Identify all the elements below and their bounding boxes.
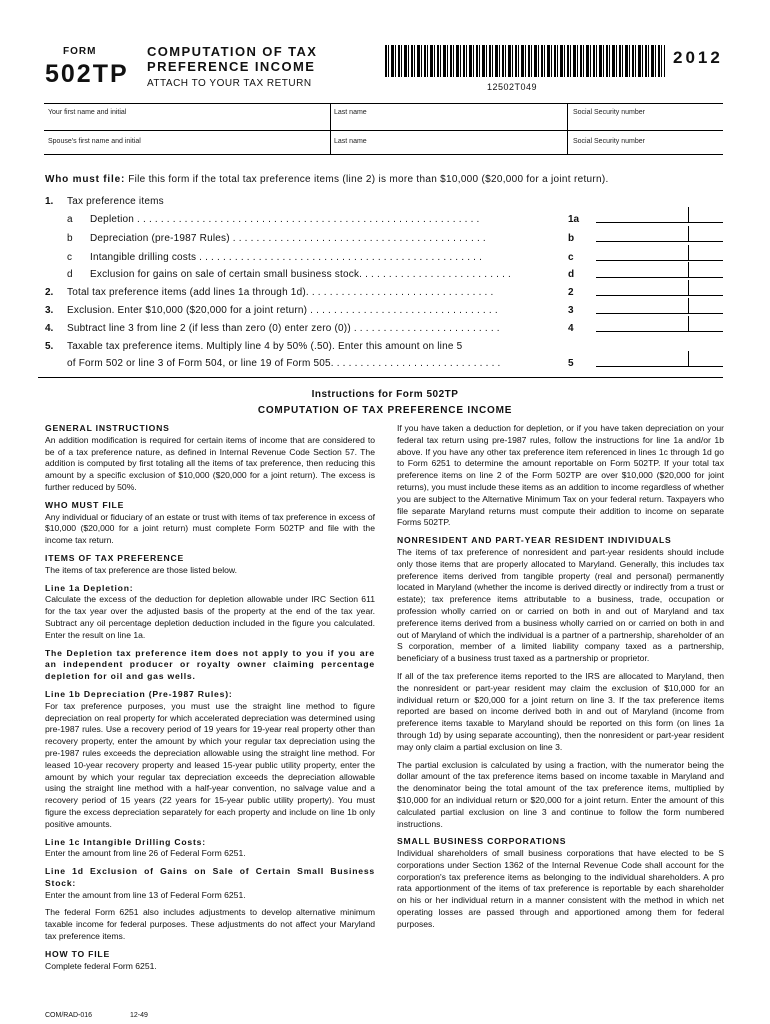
barcode	[385, 45, 665, 77]
small-business-text: Individual shareholders of small business corporations that have elected to be S corporations under Section 1362 of the Internal Revenue Code shall account for the corporation's tax preference items as belonging to the individual shareholders. A pro rata apportionment of the items of tax preference is reportable by each shareholder on his or her individual return in a manner consistent with the method in which net operating losses are passed through and apportioned among them for federal purposes.	[397, 848, 724, 929]
line-3-label: Exclusion. Enter $10,000 ($20,000 for a joint return) . . . . . . . . . . . . . . . . . . . . . . . . . . . . . . . .	[67, 305, 498, 316]
line-1b-heading: Line 1b Depreciation (Pre-1987 Rules):	[45, 688, 233, 699]
line-2-amount-field[interactable]	[596, 286, 723, 296]
nonresident-text-1: The items of tax preference of nonresident and part-year residents should include only those items that are properly allocated to Maryland. Generally, this includes tax preference items derived from tangible property (real and personal) permanently located in Maryland (whether the income is derived directly or indirectly from a trust or estate); tax preference items attributable to a business, trade, occupation or profession wholly carried on or carried on both in and out of Maryland and tax preference items derived from a business wholly carried on or carried on both in and out of Maryland of which the individual is a partner of a partnership, shareholder of an S corporation, member of a limited liability company taxed as a partnership, beneficiary of a business trust taxed as a partnership or proprietor.	[397, 546, 724, 664]
items-text: The items of tax preference are those listed below.	[45, 564, 238, 575]
line-1c-ref: c	[568, 252, 574, 263]
depletion-text: If you have taken a deduction for depletion, or if you have taken depreciation on your federal tax return using pre-1987 rules, follow the instructions for line 1a and/or 1b above. If you have any other tax preference item referenced in lines 1c through 1d go to Form 6251 to determine the amount reportable on Form 502TP. If your total tax preference items on line 2 of the Form 502TP are over $10,000 ($20,000 for joint returns), you must include these items as an addition to income regardless of whether you are subject to the Alternative Minimum Tax on your federal return. Taxpayers who file separate Maryland returns must compute their addition to income on separate Forms 502TP.	[397, 423, 724, 528]
attach-note: ATTACH TO YOUR TAX RETURN	[147, 78, 312, 89]
line-4-number: 4.	[45, 323, 54, 334]
title-line-2: PREFERENCE INCOME	[147, 59, 316, 74]
line-1d-label: Exclusion for gains on sale of certain small business stock. . . . . . . . . . . . . . . . . . . . . . . . . .	[90, 269, 512, 280]
section-divider	[38, 377, 723, 378]
nonresident-heading: NONRESIDENT AND PART-YEAR RESIDENT INDIVIDUALS	[397, 535, 672, 546]
line-1d-heading: Line 1d Exclusion of Gains on Sale of Certain Small Business Stock:	[45, 866, 375, 888]
who-must-file	[45, 174, 609, 185]
line-5-label-cont: of Form 502 or line 3 of Form 504, or line 19 of Form 505. . . . . . . . . . . . . . . . . . . . . . . . . . . . .	[67, 358, 501, 369]
line-1c-amount-field[interactable]	[596, 251, 723, 261]
items-heading: ITEMS OF TAX PREFERENCE	[45, 552, 185, 563]
nonresident-text-3: The partial exclusion is calculated by using a fraction, with the numerator being the dollar amount of the tax preference items based on income taxable in Maryland and the denominator being the total amount of the tax preference items, multiplied by $10,000 for an individual return or $20,000 for a joint return. Enter the amount of this calculated partial exclusion on line 3 and continue to follow the form numbered instructions.	[397, 759, 724, 829]
line-1b-label: Depreciation (pre-1987 Rules) . . . . . . . . . . . . . . . . . . . . . . . . . . . . . . . . . . . . . . . . . . .	[90, 233, 486, 244]
line-1a-ref: 1a	[568, 214, 580, 225]
page-title	[147, 44, 317, 74]
form-number: 502TP	[45, 60, 129, 88]
line-4-amount-field[interactable]	[596, 322, 723, 332]
form-6251-text: The federal Form 6251 also includes adjustments to develop alternative minimum taxable income for federal purposes. These adjustments do not affect your Maryland tax preference items.	[45, 907, 375, 942]
line-1d-ref: d	[568, 269, 575, 280]
who-must-file-text: File this form if the total tax preference items (line 2) is more than $10,000 ($20,000 for a joint return).	[128, 174, 609, 185]
line-1b-amount-field[interactable]	[596, 232, 723, 242]
line-1c-text: Enter the amount from line 26 of Federal Form 6251.	[45, 848, 246, 859]
tax-year: 2012	[673, 48, 723, 67]
line-1a-note: The Depletion tax preference item does not apply to you if you are an independent producer or royalty owner claiming percentage depletion for oil and gas wells.	[45, 647, 375, 682]
line-1d-text: Enter the amount from line 13 of Federal Form 6251.	[45, 889, 246, 900]
line-5-amount-field[interactable]	[596, 357, 723, 367]
footer-rev: 12-49	[130, 1012, 148, 1019]
last-name-field[interactable]: Last name	[334, 109, 367, 116]
line-1b-text: For tax preference purposes, you must use the straight line method to figure depreciation on real property for which accelerated depreciation was determined using pre-1987 rules. Use a recovery period of 19 years for 19-year real property other than recovery property, enter the amount by which your regular tax depreciation using the pre-1987 rules exceeds the depreciation allowable using the straight line method. For leased 10-year recovery property and leased 15-year public utility property, enter the amount by which your regular tax depreciation exceeds the depreciation allowable using the straight line method with a half-year convention, no salvage value and a recovery period of 15 years (22 years for 15-year public utility property). You must figure the excess depreciation separately for each property and include on line 1b only positive amounts.	[45, 700, 375, 829]
line-3-number: 3.	[45, 305, 54, 316]
instructions-right-column	[397, 423, 724, 937]
who-text: Any individual or fiduciary of an estate or trust with items of tax preference in excess of $10,000 ($20,000 for a joint return) must complete Form 502TP and file with the income tax return.	[45, 511, 375, 546]
footer-code: COM/RAD-016	[45, 1012, 93, 1019]
general-text: An addition modification is required for certain items of income that are considered to be of a tax preference nature, as defined in Internal Revenue Code Section 57. The addition is computed by first totaling all the items of tax preference, then reducing this amount by a specific exclusion of $10,000 ($20,000 for a joint return). The excess is further reduced by 50%.	[45, 434, 375, 492]
grid-column-divider	[567, 104, 568, 154]
line-1a-heading: Line 1a Depletion:	[45, 582, 134, 593]
general-heading: GENERAL INSTRUCTIONS	[45, 423, 170, 433]
line-1a-key: a	[67, 214, 73, 225]
line-1d-key: d	[67, 269, 73, 280]
line-4-ref: 4	[568, 323, 574, 334]
nonresident-text-2: If all of the tax preference items reported to the IRS are allocated to Maryland, then the nonresident or part-year resident may claim the exclusion of $10,000 for an individual return or $20,000 for a joint return on line 3. If the tax preference items reported are based on income derived both in and out of Maryland (income from preference items taxable to Maryland should be reported on this form (on lines 1a through 1d) by using separate accounting), then the nonresident or part-year resident may only claim a partial exclusion on line 3.	[397, 670, 724, 752]
grid-column-divider	[330, 104, 331, 154]
line-2-ref: 2	[568, 287, 574, 298]
barcode-text: 12502T049	[487, 82, 538, 92]
line-2-number: 2.	[45, 287, 54, 298]
how-text: Complete federal Form 6251.	[45, 960, 157, 971]
line-1a-label: Depletion . . . . . . . . . . . . . . . . . . . . . . . . . . . . . . . . . . . . . . . . . . . . . . . . . . . . . . . . . .	[90, 214, 480, 225]
line-1c-label: Intangible drilling costs . . . . . . . . . . . . . . . . . . . . . . . . . . . . . . . . . . . . . . . . . . . . . . . .	[90, 252, 483, 263]
line-5-label: Taxable tax preference items. Multiply line 4 by 50% (.50). Enter this amount on line 5	[67, 341, 463, 352]
ssn-field[interactable]: Social Security number	[573, 109, 645, 116]
spouse-first-name-field[interactable]: Spouse's first name and initial	[48, 138, 141, 145]
line-3-ref: 3	[568, 305, 574, 316]
line-1c-key: c	[67, 252, 72, 263]
first-name-field[interactable]: Your first name and initial	[48, 109, 127, 116]
line-2-label: Total tax preference items (add lines 1a through 1d). . . . . . . . . . . . . . . . . . . . . . . . . . . . . . . .	[67, 287, 494, 298]
line-3-amount-field[interactable]	[596, 304, 723, 314]
instructions-subtitle: COMPUTATION OF TAX PREFERENCE INCOME	[257, 405, 513, 416]
instructions-left-column	[45, 423, 375, 978]
who-must-file-label: Who must file:	[45, 174, 126, 185]
line-1b-key: b	[67, 233, 73, 244]
line-4-label: Subtract line 3 from line 2 (if less than zero (0) enter zero (0)) . . . . . . . . . . . . . . . . . . . . . . . . .	[67, 323, 500, 334]
taxpayer-info-grid	[44, 103, 723, 155]
spouse-ssn-field[interactable]: Social Security number	[573, 138, 645, 145]
line-5-number: 5.	[45, 341, 54, 352]
line-1a-amount-field[interactable]	[596, 213, 723, 223]
spouse-last-name-field[interactable]: Last name	[334, 138, 367, 145]
form-label: FORM	[63, 46, 97, 57]
title-line-1: COMPUTATION OF TAX	[147, 44, 318, 59]
line-1c-heading: Line 1c Intangible Drilling Costs:	[45, 836, 206, 847]
line-1-number: 1.	[45, 196, 54, 207]
line-1d-amount-field[interactable]	[596, 268, 723, 278]
grid-row-divider	[44, 130, 723, 131]
instructions-title: Instructions for Form 502TP	[311, 389, 459, 400]
line-1-label: Tax preference items	[67, 196, 164, 207]
line-1a-text: Calculate the excess of the deduction for depletion allowable under IRC Section 611 for the tax year over the adjusted basis of the property at the end of the tax year. Subtract any oil percentage depletion deduction included in the figure you calculated. Enter the result on line 1a.	[45, 594, 375, 640]
who-heading: WHO MUST FILE	[45, 499, 125, 510]
how-heading: HOW TO FILE	[45, 948, 110, 959]
line-5-ref: 5	[568, 358, 574, 369]
small-business-heading: SMALL BUSINESS CORPORATIONS	[397, 836, 567, 847]
line-1b-ref: b	[568, 233, 575, 244]
